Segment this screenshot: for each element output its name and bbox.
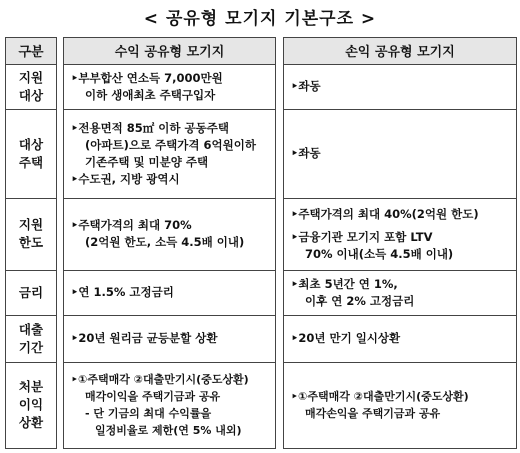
loss-cell: ‣①주택매각 ②대출만기시(중도상환) 매각손익을 주택기금과 공유	[284, 362, 517, 448]
table-row	[6, 315, 517, 362]
loss-cell: ‣좌동	[284, 109, 517, 198]
profit-cell: ‣전용면적 85㎡ 이하 공동주택 (아파트)으로 주택가격 6억원이하 기존주택 및 미분양 주택 ‣수도권, 지방 광역시	[64, 109, 276, 198]
row-label: 금리	[6, 270, 57, 315]
profit-cell: ‣주택가격의 최대 70% (2억원 한도, 소득 4.5배 이내)	[64, 198, 276, 270]
table-row	[6, 109, 517, 198]
table-row	[6, 270, 517, 315]
profit-cell: ‣부부합산 연소득 7,000만원 이하 생애최초 주택구입자	[64, 64, 276, 109]
table-row	[6, 198, 517, 270]
row-label: 처분 이익 상환	[6, 362, 57, 448]
row-label: 지원 한도	[6, 198, 57, 270]
mortgage-structure-table	[5, 37, 517, 449]
row-label: 대출 기간	[6, 315, 57, 362]
loss-cell: ‣주택가격의 최대 40%(2억원 한도) ‣금융기관 모기지 포함 LTV 70% 이내(소득 4.5배 이내)	[284, 198, 517, 270]
page-title: < 공유형 모기지 기본구조 >	[143, 9, 377, 29]
row-label: 지원 대상	[6, 64, 57, 109]
profit-cell: ‣20년 원리금 균등분할 상환	[64, 315, 276, 362]
profit-cell: ‣연 1.5% 고정금리	[64, 270, 276, 315]
row-label: 대상 주택	[6, 109, 57, 198]
table-row	[6, 64, 517, 109]
header-profit-sharing: 수익 공유형 모기지	[64, 38, 276, 65]
profit-cell: ‣①주택매각 ②대출만기시(중도상환) 매각이익을 주택기금과 공유 - 단 기금의 최대 수익률을 일정비율로 제한(연 5% 내외)	[64, 362, 276, 448]
loss-cell: ‣최초 5년간 연 1%, 이후 연 2% 고정금리	[284, 270, 517, 315]
header-profit-loss-sharing: 손익 공유형 모기지	[284, 38, 517, 65]
loss-cell: ‣20년 만기 일시상환	[284, 315, 517, 362]
header-category: 구분	[6, 38, 57, 65]
table-row	[6, 362, 517, 448]
loss-cell: ‣좌동	[284, 64, 517, 109]
header-row	[6, 38, 517, 65]
